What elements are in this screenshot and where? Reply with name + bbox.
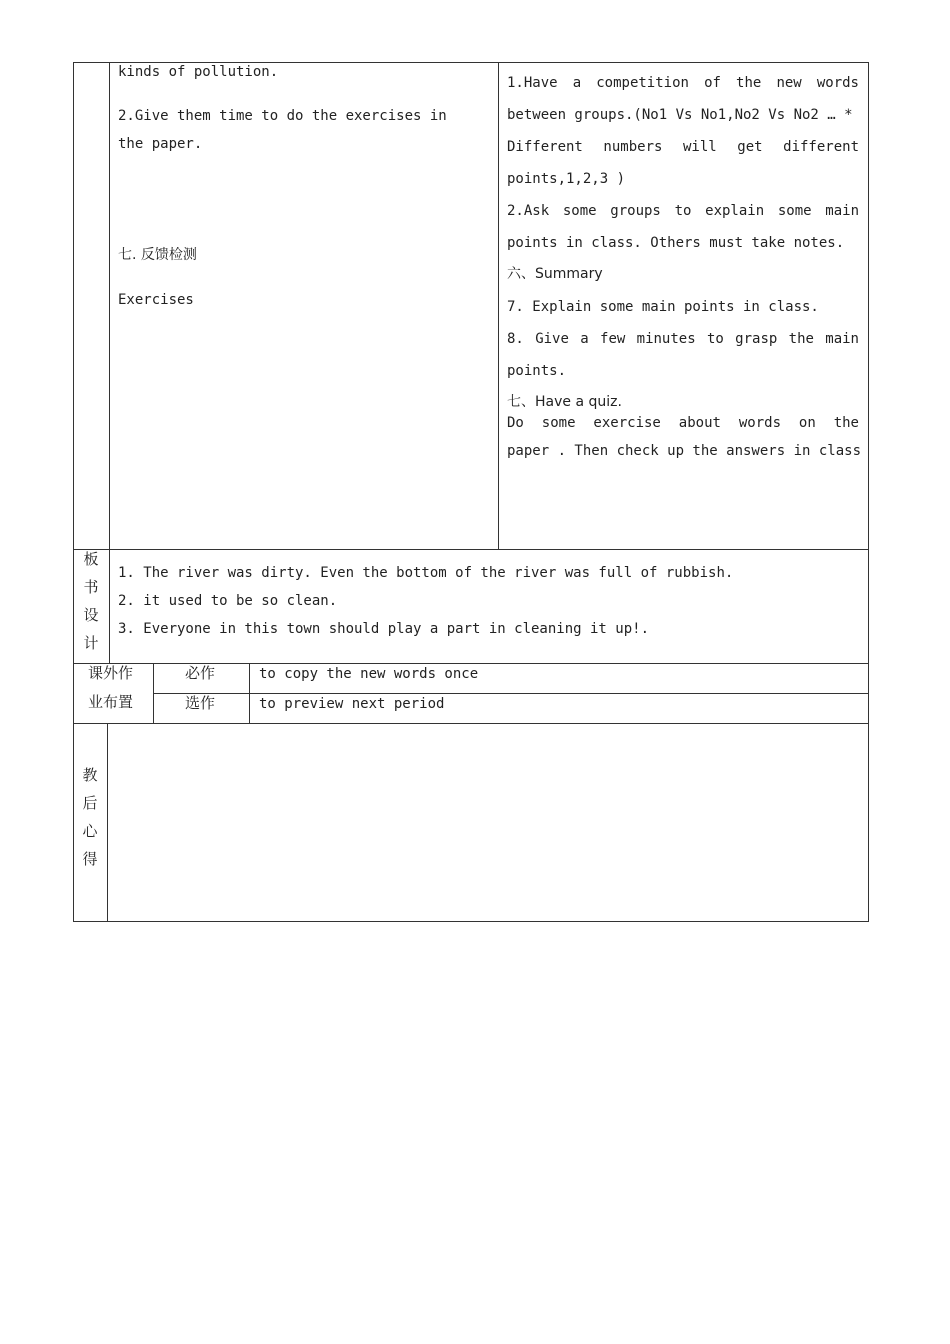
process-bottom-border	[73, 549, 869, 550]
left-text-line-3: the paper.	[118, 136, 203, 152]
right-text-line-12: Do some exercise about words on the	[507, 415, 859, 431]
process-column-divider	[498, 62, 499, 550]
table-border-right	[868, 62, 869, 922]
right-text-line-1: 1.Have a competition of the new words	[507, 75, 859, 91]
left-text-line-1: kinds of pollution.	[118, 64, 279, 80]
right-text-line-9: 8. Give a few minutes to grasp the main	[507, 331, 859, 347]
left-text-line-2: 2.Give them time to do the exercises in	[118, 108, 447, 124]
quiz-heading: 七、Have a quiz.	[507, 394, 622, 410]
board-item-3: 3. Everyone in this town should play a part in cleaning it up!.	[118, 621, 650, 637]
board-label-char-4: 计	[83, 634, 99, 652]
exercises-text: Exercises	[118, 292, 194, 308]
right-text-line-13: paper . Then check up the answers in class	[507, 443, 862, 459]
reflection-content-area	[108, 724, 868, 921]
board-label-char-1: 板	[83, 550, 99, 568]
homework-label-top: 课外作	[88, 664, 134, 682]
homework-label-bottom: 业布置	[88, 693, 134, 711]
reflection-label-char-1: 教	[82, 766, 98, 784]
table-border-left	[73, 62, 74, 922]
summary-heading: 六、Summary	[507, 266, 603, 282]
required-homework-text: to copy the new words once	[259, 666, 479, 682]
optional-homework-text: to preview next period	[259, 696, 445, 712]
reflection-label-char-4: 得	[82, 850, 98, 868]
board-item-2: 2. it used to be so clean.	[118, 593, 338, 609]
homework-type-divider	[249, 663, 250, 724]
right-text-line-4: points,1,2,3 )	[507, 171, 626, 187]
homework-divider	[153, 693, 869, 694]
feedback-check-heading: 七. 反馈检测	[118, 247, 197, 263]
board-label-char-2: 书	[83, 578, 99, 596]
board-label-char-3: 设	[83, 606, 99, 624]
optional-homework-label: 选作	[185, 694, 216, 712]
board-item-1: 1. The river was dirty. Even the bottom of the river was full of rubbish.	[118, 565, 734, 581]
right-text-line-10: points.	[507, 363, 567, 379]
reflection-label-char-2: 后	[82, 794, 98, 812]
table-border-bottom	[73, 921, 869, 922]
right-text-line-3: Different numbers will get different	[507, 139, 859, 155]
reflection-label-char-3: 心	[82, 822, 98, 840]
homework-label-divider	[153, 663, 154, 724]
right-text-line-5: 2.Ask some groups to explain some main	[507, 203, 859, 219]
right-text-line-2: between groups.(No1 Vs No1,No2 Vs No2 … *	[507, 107, 853, 123]
right-text-line-6: points in class. Others must take notes.	[507, 235, 845, 251]
right-text-line-8: 7. Explain some main points in class.	[507, 299, 819, 315]
required-homework-label: 必作	[185, 664, 216, 682]
label-column-divider-upper	[109, 62, 110, 664]
